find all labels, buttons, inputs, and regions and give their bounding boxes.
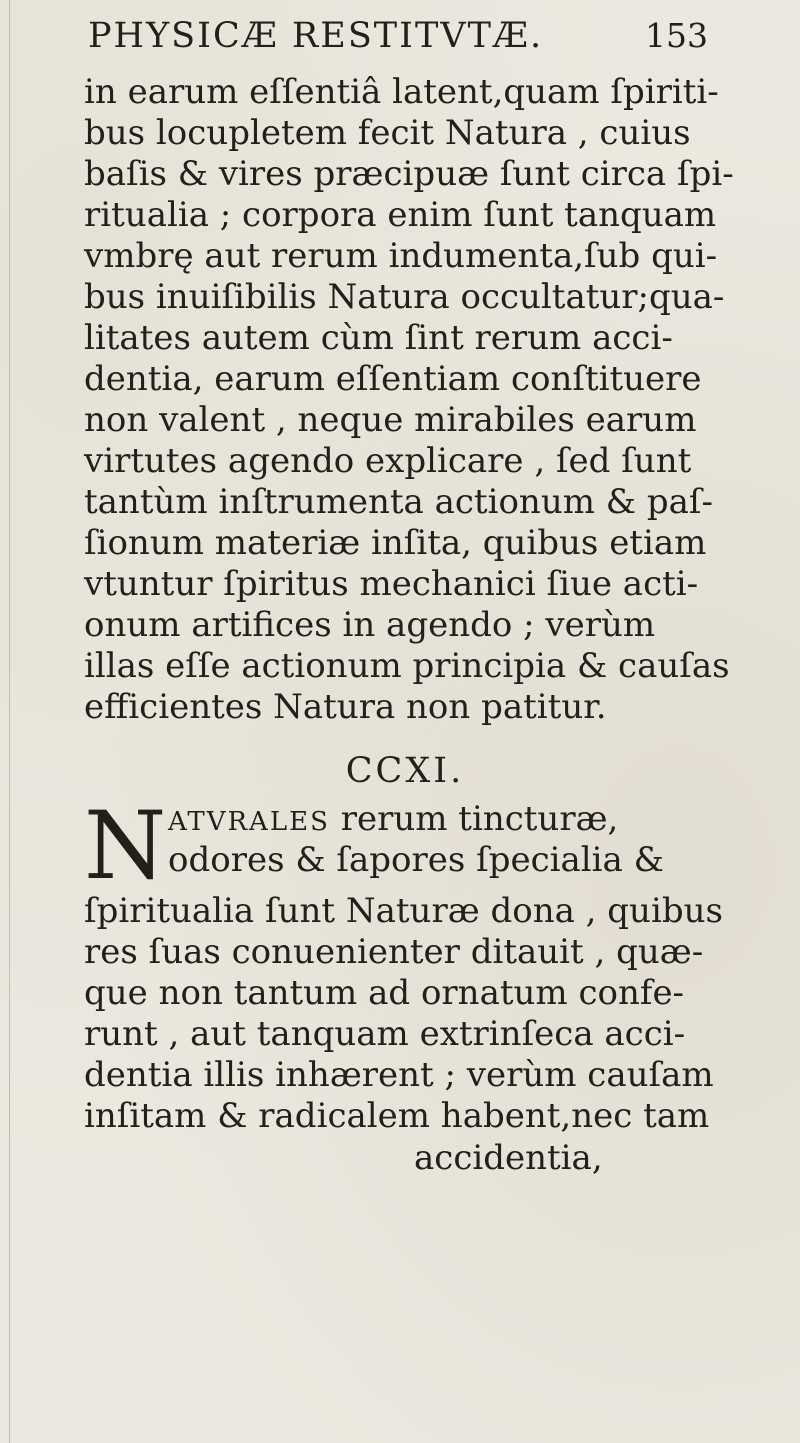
section-heading: CCXI.	[345, 751, 465, 791]
first-line	[168, 799, 800, 842]
text-line: illas eſſe actionum principia & cauſas	[84, 646, 730, 686]
text-line: ſionum materiæ inſita, quibus etiam	[84, 523, 707, 563]
running-head: PHYSICÆ RESTITVTÆ.	[88, 16, 544, 56]
text-line: efficientes Natura non patitur.	[84, 687, 607, 727]
text-line: ſpiritualia ſunt Naturæ dona , quibus	[84, 891, 723, 931]
gutter-line	[9, 0, 10, 1443]
text-line: vmbrę aut rerum indumenta,ſub qui-	[84, 236, 718, 276]
text-line: bus locupletem fecit Natura , cuius	[84, 113, 691, 153]
text-line: virtutes agendo explicare , ſed ſunt	[84, 441, 692, 481]
page-header	[88, 16, 708, 66]
text-line: non valent , neque mirabiles earum	[84, 400, 697, 440]
text-line: dentia, earum eſſentiam conſtituere	[84, 359, 702, 399]
text-line: onum artifices in agendo ; verùm	[84, 605, 656, 645]
text-line: in earum eſſentiâ latent,quam ſpiriti-	[84, 72, 719, 112]
catchword: accidentia,	[414, 1138, 603, 1178]
text-line: dentia illis inhærent ; verùm cauſam	[84, 1055, 714, 1095]
text-line: baſis & vires præcipuæ ſunt circa ſpi-	[84, 154, 734, 194]
first-line-rest: rerum tincturæ,	[340, 799, 619, 839]
text-line: que non tantum ad ornatum confe-	[84, 973, 685, 1013]
drop-cap: N	[84, 792, 167, 901]
text-line: inſitam & radicalem habent,nec tam	[84, 1096, 710, 1136]
text-line: litates autem cùm ſint rerum acci-	[84, 318, 673, 358]
text-line: bus inuiſibilis Natura occultatur;qua-	[84, 277, 725, 317]
text-line: res ſuas conuenienter ditauit , quæ-	[84, 932, 704, 972]
text-line: ritualia ; corpora enim ſunt tanquam	[84, 195, 717, 235]
first-line-caps: ATVRALES	[168, 807, 330, 837]
text-line: vtuntur ſpiritus mechanici ſiue acti-	[84, 564, 699, 604]
page-number: 153	[645, 16, 708, 55]
text-line: runt , aut tanquam extrinſeca acci-	[84, 1014, 686, 1054]
text-line: tantùm inſtrumenta actionum & paſ-	[84, 482, 713, 522]
text-line: odores & ſapores ſpecialia &	[168, 840, 664, 880]
